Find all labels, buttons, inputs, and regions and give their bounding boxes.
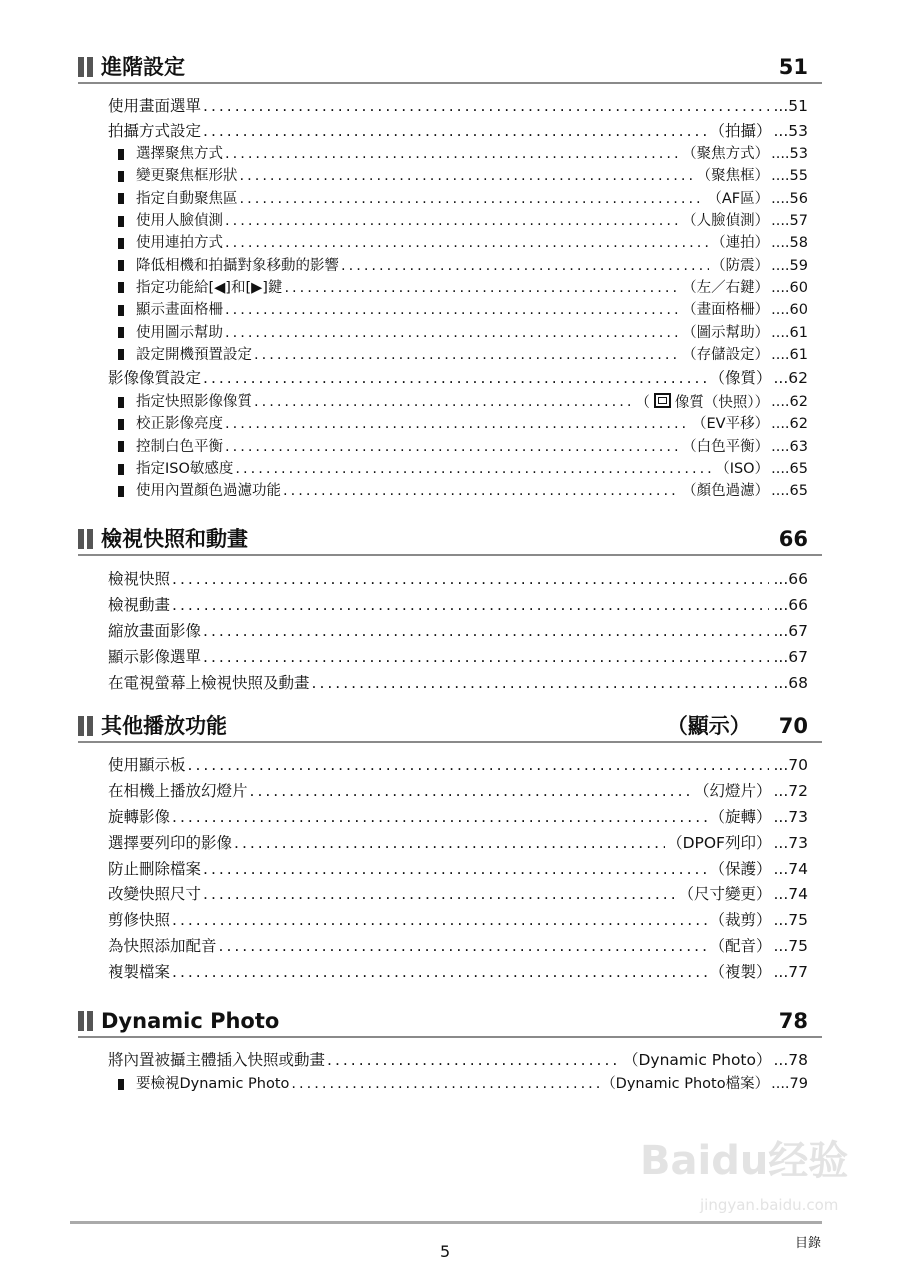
bullet-icon (118, 1079, 124, 1090)
dot-leader (172, 808, 707, 827)
entry-page: ...66 (773, 569, 808, 588)
ref-text: （複製） (709, 962, 772, 981)
entry-reference (682, 212, 769, 230)
entry-page: ...77 (773, 962, 808, 981)
entry-page: ....57 (771, 213, 808, 230)
dot-leader (172, 596, 769, 615)
entry-page: ...73 (773, 807, 808, 826)
entry-page: ...67 (773, 621, 808, 640)
dot-leader (254, 393, 633, 411)
entry-page: ....63 (771, 438, 808, 455)
entry-title: 為快照添加配音 (108, 936, 217, 955)
toc-entry[interactable] (78, 753, 822, 779)
toc-entry[interactable] (78, 908, 822, 934)
dot-leader (203, 369, 707, 388)
ref-text: （畫面格柵） (682, 302, 770, 319)
toc-section (78, 1006, 822, 1095)
entry-page-number: 61 (789, 346, 808, 363)
entry-page-number: 70 (788, 756, 808, 775)
entry-page-number: 73 (788, 807, 808, 826)
dot-leader (225, 301, 680, 319)
ref-text: （左／右鍵） (682, 279, 770, 296)
toc-entry[interactable] (78, 458, 822, 480)
entry-page-number: 60 (789, 302, 808, 319)
entry-title: 降低相機和拍攝對象移動的影響 (136, 257, 339, 274)
entry-page: ...73 (773, 833, 808, 852)
dot-leader (225, 415, 690, 433)
bullet-icon (118, 305, 124, 316)
dot-leader (283, 482, 680, 500)
entry-reference (635, 393, 769, 412)
snapshot-icon (654, 393, 671, 408)
ref-text: 像質（快照）） (674, 394, 770, 411)
entry-title: 校正影像亮度 (136, 416, 223, 433)
toc-entry[interactable] (78, 119, 822, 143)
entry-title: 使用顯示板 (108, 756, 186, 775)
entry-title: 指定ISO敏感度 (136, 461, 234, 477)
entry-title: 剪修快照 (108, 911, 171, 930)
entry-title: 在相機上播放幻燈片 (108, 782, 248, 801)
entry-page-number: 56 (789, 190, 808, 207)
dot-leader (172, 911, 707, 930)
entry-page-number: 68 (788, 673, 808, 692)
toc-entry[interactable] (78, 391, 822, 413)
entry-page: ...78 (773, 1051, 808, 1069)
entry-page: ....55 (771, 168, 808, 185)
entry-page: ....60 (771, 302, 808, 319)
entry-title: 使用畫面選單 (108, 97, 202, 115)
ref-text: （保護） (709, 859, 772, 878)
dot-leader (225, 324, 680, 342)
entry-page-number: 62 (789, 416, 808, 433)
entry-title: 縮放畫面影像 (108, 621, 202, 640)
entry-page-number: 63 (789, 438, 808, 455)
baidu-watermark-url: jingyan.baidu.com (700, 1196, 839, 1214)
entry-reference (709, 122, 771, 141)
entry-title: 檢視動畫 (108, 595, 171, 614)
toc-entry[interactable] (78, 277, 822, 299)
entry-page-number: 61 (789, 324, 808, 341)
dot-leader (312, 674, 770, 693)
toc-entry[interactable] (78, 413, 822, 435)
dot-leader (250, 782, 692, 801)
entry-page: ....60 (771, 279, 808, 296)
entry-page-number: 62 (788, 368, 808, 387)
entry-page: ....65 (771, 461, 808, 477)
toc-entry[interactable] (78, 618, 822, 644)
entry-title: 複製檔案 (108, 962, 171, 981)
footer-divider (70, 1221, 822, 1224)
dot-leader (203, 622, 769, 641)
entry-reference (709, 808, 771, 827)
page-number: 5 (440, 1242, 451, 1261)
entry-page-number: 60 (789, 279, 808, 296)
entry-title: 防止刪除檔案 (108, 859, 202, 878)
ref-text: （防震） (711, 257, 770, 274)
section-page: 70 (778, 714, 808, 738)
entry-title: 顯示影像選單 (108, 647, 202, 666)
entry-page-number: 58 (789, 235, 808, 252)
toc-entry[interactable] (78, 94, 822, 119)
entry-page: ...75 (773, 911, 808, 930)
section-title: 其他播放功能 (101, 714, 227, 738)
dot-leader (188, 756, 770, 775)
entry-page: ...67 (773, 647, 808, 666)
toc-entry[interactable] (78, 592, 822, 618)
entry-page-number: 53 (788, 121, 808, 140)
section-page: 78 (778, 1009, 808, 1033)
toc-entry[interactable] (78, 436, 822, 458)
ref-text: （聚焦方式） (682, 146, 770, 163)
entry-title: 拍攝方式設定 (108, 121, 202, 140)
section-title: 進階設定 (101, 55, 185, 79)
entry-reference (715, 460, 769, 478)
entry-title: 變更聚焦框形狀 (136, 168, 238, 185)
entry-reference (709, 860, 771, 879)
entry-title: 使用圖示幫助 (136, 324, 223, 341)
toc-entry[interactable] (78, 299, 822, 321)
entry-page-number: 67 (788, 647, 808, 666)
toc-entry[interactable] (78, 856, 822, 882)
section-header (78, 711, 822, 743)
toc-section (78, 52, 822, 502)
dot-leader (234, 834, 665, 853)
entry-page-number: 66 (788, 569, 808, 588)
toc-entry[interactable] (78, 321, 822, 343)
bullet-icon (118, 238, 124, 249)
entry-page-number: 65 (789, 461, 808, 477)
toc-entry[interactable] (78, 1048, 822, 1073)
entry-reference (711, 257, 769, 275)
bullet-icon (118, 216, 124, 227)
ref-text: （拍攝） (709, 121, 772, 140)
ref-text: （Dynamic Photo） (622, 1051, 772, 1069)
entry-title: 檢視快照 (108, 569, 171, 588)
ref-text: （尺寸變更） (678, 885, 772, 904)
entry-reference (709, 911, 771, 930)
entry-page-number: 65 (789, 483, 808, 500)
toc-entry[interactable] (78, 188, 822, 210)
entry-page-number: 75 (788, 911, 808, 930)
entry-title: 選擇要列印的影像 (108, 833, 233, 852)
entry-page-number: 57 (789, 213, 808, 230)
ref-text: （白色平衡） (682, 438, 770, 455)
bullet-icon (118, 260, 124, 271)
entry-page-number: 62 (789, 394, 808, 411)
entry-page: ...66 (773, 595, 808, 614)
entry-title: 使用連拍方式 (136, 235, 223, 252)
entry-title: 將內置被攝主體插入快照或動畫 (108, 1051, 326, 1069)
entry-reference (667, 834, 771, 853)
section-title: Dynamic Photo (101, 1009, 280, 1033)
entry-page-number: 51 (788, 97, 808, 115)
entry-reference (682, 279, 769, 297)
bullet-icon (118, 171, 124, 182)
ref-prefix: （ (635, 394, 650, 411)
toc-entry[interactable] (78, 254, 822, 276)
ref-text: （旋轉） (709, 807, 772, 826)
bullet-icon (118, 441, 124, 452)
bullet-icon (118, 464, 124, 475)
entry-title: 指定快照影像像質 (136, 394, 252, 411)
dot-leader (341, 257, 709, 275)
bullet-icon (118, 282, 124, 293)
toc-entry[interactable] (78, 830, 822, 856)
section-page: 51 (778, 55, 808, 79)
entry-title: 選擇聚焦方式 (136, 146, 223, 163)
dot-leader (240, 190, 706, 208)
entry-reference (707, 190, 769, 208)
toc-entry[interactable] (78, 143, 822, 165)
dot-leader (327, 1051, 621, 1070)
toc-section (78, 711, 822, 985)
entry-page: ...51 (773, 97, 808, 115)
entry-page-number: 74 (788, 885, 808, 904)
dot-leader (172, 963, 707, 982)
entry-title: 指定功能給[◀]和[▶]鍵 (136, 279, 283, 296)
entry-page: ...70 (773, 756, 808, 775)
toc-entry[interactable] (78, 566, 822, 592)
entry-page-number: 78 (788, 1051, 808, 1069)
dot-leader (172, 570, 769, 589)
toc-entry[interactable] (78, 366, 822, 391)
baidu-watermark: Baidu经验 (640, 1138, 849, 1184)
entry-page-number: 72 (788, 782, 808, 801)
entry-title: 在電視螢幕上檢視快照及動畫 (108, 673, 310, 692)
section-header (78, 524, 822, 556)
entry-page: ....53 (771, 146, 808, 163)
entry-page-number: 59 (789, 257, 808, 274)
toc-entry[interactable] (78, 344, 822, 366)
ref-text: （EV平移） (692, 416, 770, 433)
dot-leader (203, 97, 769, 116)
entry-page-number: 79 (789, 1076, 808, 1093)
entry-page-number: 67 (788, 621, 808, 640)
bullet-icon (118, 397, 124, 408)
entry-page: ....62 (771, 394, 808, 411)
bullet-icon (118, 149, 124, 160)
toc-entry[interactable] (78, 779, 822, 805)
section-marker-icon (78, 1011, 93, 1031)
entry-page-number: 53 (789, 146, 808, 163)
entry-page: ....59 (771, 257, 808, 274)
entry-page: ...53 (773, 121, 808, 140)
dot-leader (225, 212, 680, 230)
entry-reference (682, 145, 769, 163)
ref-text: （圖示幫助） (682, 324, 770, 341)
toc-entry[interactable] (78, 882, 822, 908)
section-page: 66 (778, 527, 808, 551)
bullet-icon (118, 327, 124, 338)
ref-text: （人臉偵測） (682, 213, 770, 230)
entry-title: 改變快照尺寸 (108, 885, 202, 904)
entry-reference (697, 167, 770, 185)
dot-leader (225, 234, 709, 252)
entry-page-number: 77 (788, 962, 808, 981)
section-title: 檢視快照和動畫 (101, 527, 248, 551)
toc-entry[interactable] (78, 210, 822, 232)
entry-page: ...74 (773, 885, 808, 904)
section-marker-icon (78, 57, 93, 77)
entry-title: 使用內置顏色過濾功能 (136, 483, 281, 500)
entry-title: 顯示畫面格柵 (136, 302, 223, 319)
ref-text: （聚焦框） (696, 168, 770, 185)
entry-page: ...62 (773, 368, 808, 387)
ref-text: （像質） (709, 368, 772, 387)
entry-reference (678, 885, 771, 904)
entry-reference (694, 782, 772, 801)
entry-title: 要檢視Dynamic Photo (136, 1076, 290, 1093)
entry-reference (692, 415, 769, 433)
section-header (78, 52, 822, 84)
entry-title: 使用人臉偵測 (136, 213, 223, 230)
entry-page: ....79 (771, 1076, 808, 1093)
ref-text: （DPOF列印） (667, 833, 772, 852)
entry-page: ...72 (773, 782, 808, 801)
entry-reference (709, 369, 771, 388)
dot-leader (284, 279, 680, 297)
dot-leader (225, 145, 680, 163)
entry-page: ....62 (771, 416, 808, 433)
section-extra: （顯示） (666, 714, 751, 738)
bullet-icon (118, 193, 124, 204)
entry-page: ....56 (771, 190, 808, 207)
entry-reference (682, 346, 769, 364)
ref-text: （配音） (709, 936, 772, 955)
entry-page: ....58 (771, 235, 808, 252)
dot-leader (291, 1075, 599, 1093)
entry-title: 影像像質設定 (108, 368, 202, 387)
entry-reference (682, 438, 769, 456)
entry-page: ....65 (771, 483, 808, 500)
entry-reference (682, 301, 769, 319)
section-marker-icon (78, 716, 93, 736)
ref-text: （AF區） (707, 190, 770, 207)
entry-page: ...68 (773, 673, 808, 692)
bullet-icon (118, 349, 124, 360)
toc-entry[interactable] (78, 644, 822, 670)
entry-title: 控制白色平衡 (136, 438, 223, 455)
entry-page-number: 66 (788, 595, 808, 614)
entry-title: 設定開機預置設定 (136, 346, 252, 363)
entry-page-number: 75 (788, 936, 808, 955)
dot-leader (203, 860, 707, 879)
ref-text: （Dynamic Photo檔案） (601, 1076, 770, 1093)
entry-reference (682, 482, 769, 500)
dot-leader (254, 346, 680, 364)
entry-reference (709, 963, 771, 982)
toc-entry[interactable] (78, 1073, 822, 1095)
entry-page-number: 55 (789, 168, 808, 185)
dot-leader (203, 122, 707, 141)
dot-leader (240, 167, 695, 185)
section-header (78, 1006, 822, 1038)
entry-page-number: 74 (788, 859, 808, 878)
entry-reference (682, 324, 769, 342)
toc-entry[interactable] (78, 670, 822, 696)
ref-text: （存儲設定） (682, 346, 770, 363)
dot-leader (203, 885, 676, 904)
toc-entry[interactable] (78, 959, 822, 985)
entry-reference (709, 937, 771, 956)
toc-entry[interactable] (78, 805, 822, 831)
toc-entry[interactable] (78, 934, 822, 960)
footer-label: 目錄 (795, 1236, 822, 1251)
entry-reference (623, 1051, 772, 1070)
ref-text: （連拍） (711, 235, 770, 252)
section-marker-icon (78, 529, 93, 549)
ref-text: （ISO） (715, 461, 770, 477)
entry-page: ....61 (771, 324, 808, 341)
dot-leader (203, 648, 769, 667)
ref-text: （顏色過濾） (682, 483, 770, 500)
ref-text: （幻燈片） (693, 782, 772, 801)
ref-text: （裁剪） (709, 911, 772, 930)
entry-reference (601, 1075, 769, 1093)
entry-page: ....61 (771, 346, 808, 363)
entry-reference (711, 234, 769, 252)
bullet-icon (118, 419, 124, 430)
dot-leader (225, 438, 680, 456)
entry-page-number: 73 (788, 833, 808, 852)
bullet-icon (118, 486, 124, 497)
entry-page: ...75 (773, 936, 808, 955)
toc-entry[interactable] (78, 480, 822, 502)
dot-leader (235, 460, 713, 478)
entry-page: ...74 (773, 859, 808, 878)
toc-entry[interactable] (78, 165, 822, 187)
dot-leader (219, 937, 708, 956)
toc-entry[interactable] (78, 232, 822, 254)
entry-title: 旋轉影像 (108, 807, 171, 826)
entry-title: 指定自動聚焦區 (136, 190, 238, 207)
toc-section (78, 524, 822, 696)
